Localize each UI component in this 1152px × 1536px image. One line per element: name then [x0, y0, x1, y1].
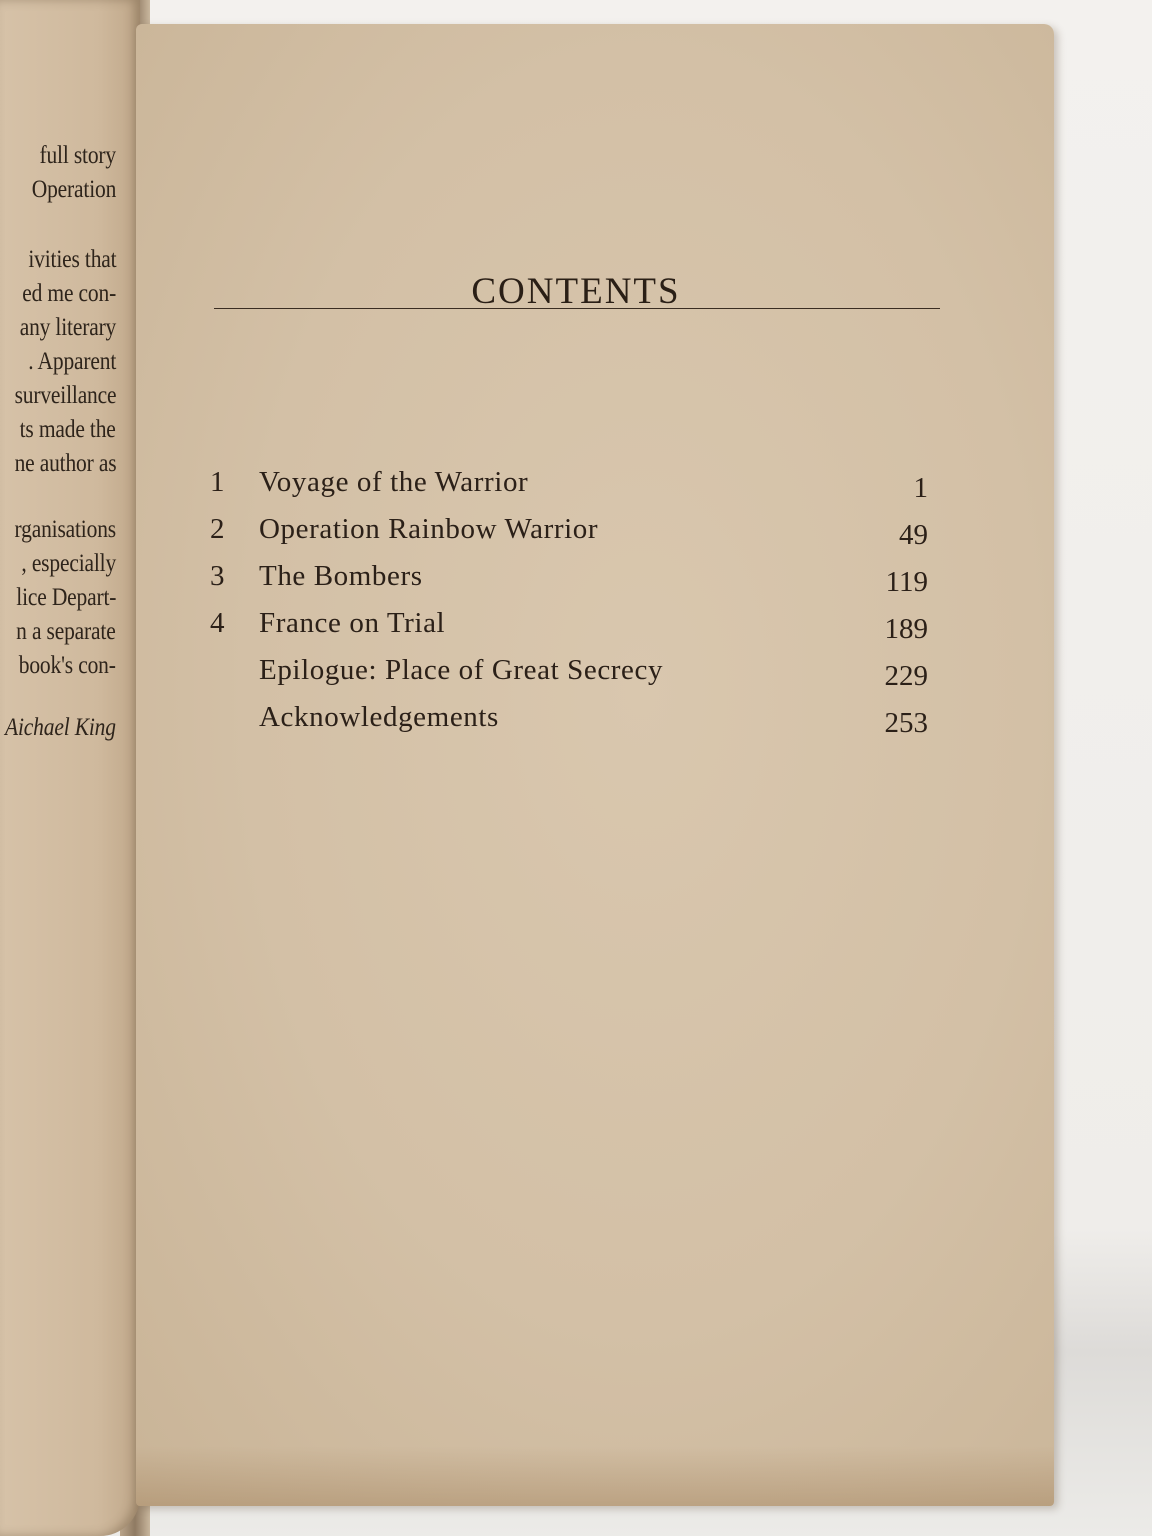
- toc-page-number: 49: [899, 519, 928, 551]
- left-page-line: ed me con-: [22, 280, 116, 307]
- left-page-line: ne author as: [14, 450, 116, 477]
- left-page-line: full story: [39, 142, 116, 169]
- left-page: [0, 0, 140, 1536]
- left-page-line: , especially: [21, 550, 116, 577]
- toc-entry: [136, 607, 1054, 647]
- left-page-line: surveillance: [14, 382, 116, 409]
- left-page-line: any literary: [19, 314, 116, 341]
- toc-chapter-title: The Bombers: [259, 560, 423, 592]
- left-page-line: Operation: [31, 176, 116, 203]
- toc-entry: [136, 654, 1054, 694]
- toc-chapter-title: Acknowledgements: [259, 701, 499, 733]
- page-title: CONTENTS: [471, 271, 681, 312]
- toc-chapter-title: France on Trial: [259, 607, 446, 639]
- contents-page: [136, 24, 1054, 1506]
- toc-page-number: 229: [884, 660, 928, 692]
- toc-chapter-title: Epilogue: Place of Great Secrecy: [259, 654, 664, 686]
- toc-entry: [136, 560, 1054, 600]
- page-edge-stain: [136, 1446, 1054, 1506]
- left-page-line: book's con-: [19, 652, 116, 679]
- toc-page-number: 189: [884, 613, 928, 645]
- left-page-line: n a separate: [16, 618, 116, 645]
- left-page-line: ivities that: [27, 246, 116, 273]
- author-signature: Aichael King: [5, 714, 116, 741]
- toc-page-number: 119: [885, 566, 928, 598]
- left-page-line: . Apparent: [28, 348, 116, 375]
- toc-chapter-title: Operation Rainbow Warrior: [259, 513, 599, 545]
- toc-entry: [136, 701, 1054, 741]
- toc-chapter-number: 2: [210, 513, 225, 545]
- left-page-line: ts made the: [19, 416, 116, 443]
- left-page-line: lice Depart-: [15, 584, 116, 611]
- title-rule: [214, 308, 940, 309]
- toc-chapter-title: Voyage of the Warrior: [259, 466, 529, 498]
- toc-chapter-number: 1: [210, 466, 225, 498]
- toc-entry: [136, 466, 1054, 506]
- toc-chapter-number: 3: [210, 560, 225, 592]
- toc-entry: [136, 513, 1054, 553]
- toc-page-number: 1: [913, 472, 928, 504]
- toc-chapter-number: 4: [210, 607, 225, 639]
- toc-page-number: 253: [884, 707, 928, 739]
- left-page-line: rganisations: [14, 516, 116, 543]
